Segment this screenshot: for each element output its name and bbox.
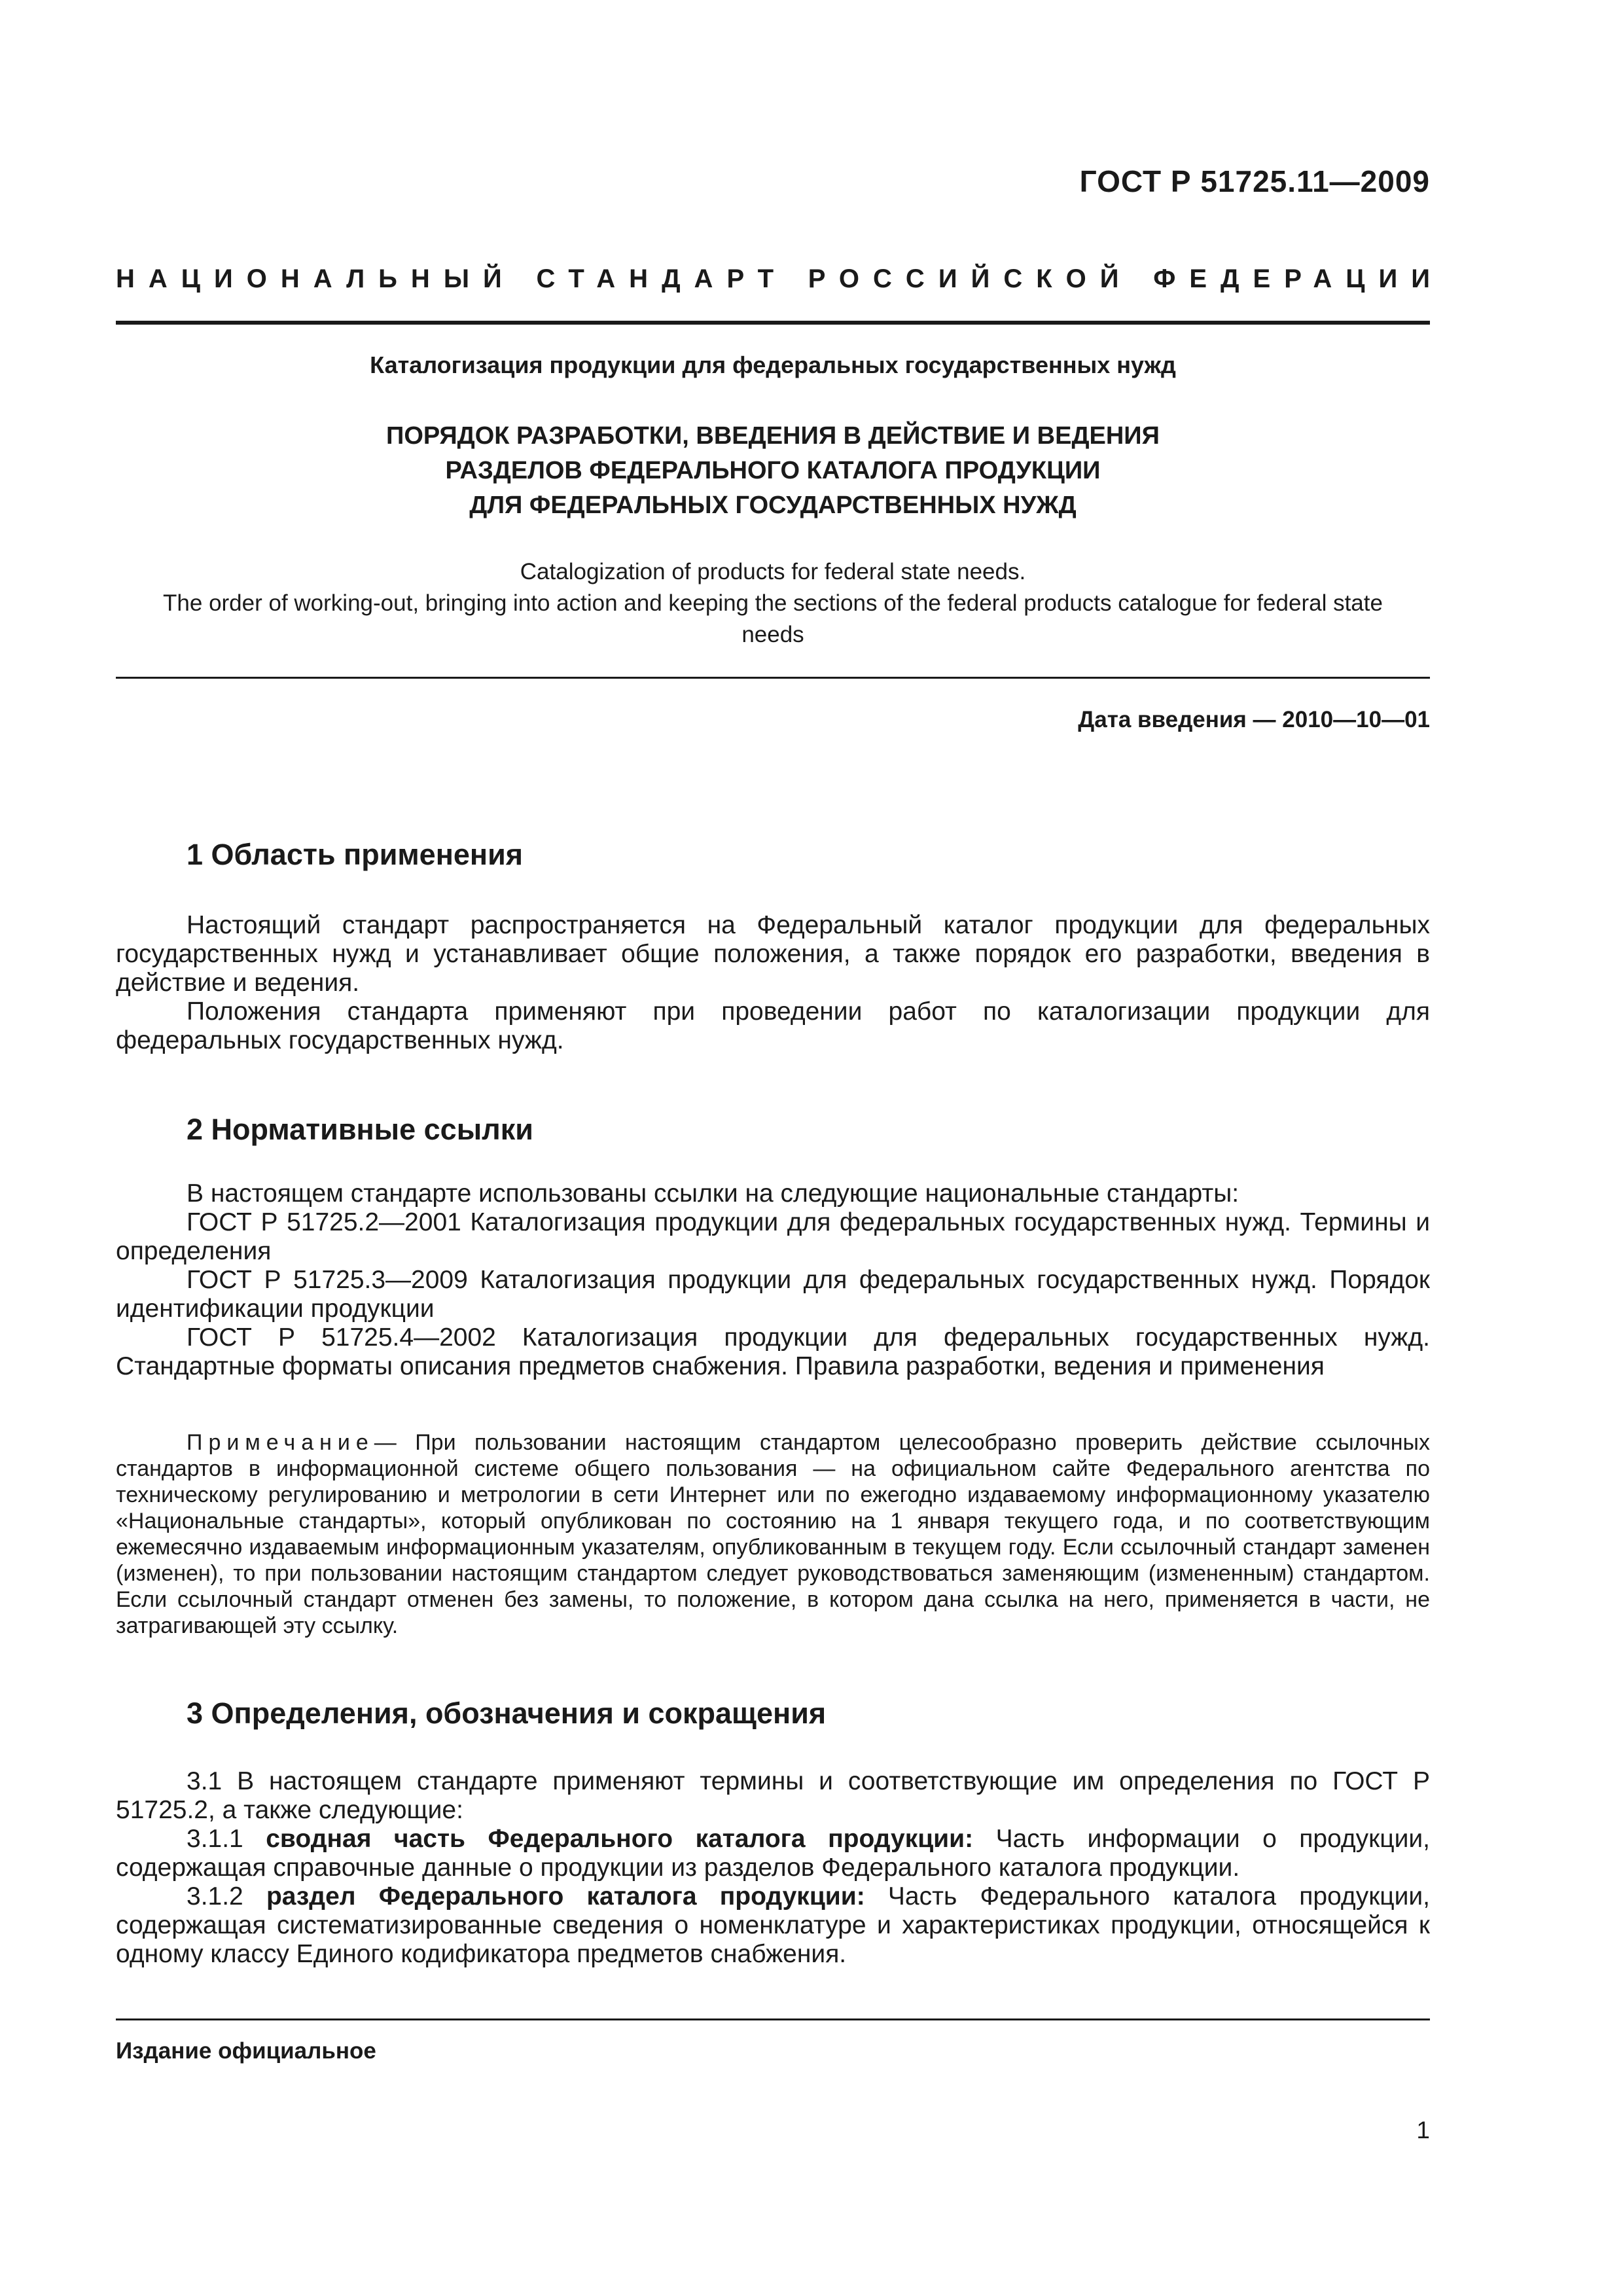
- term-entry: [116, 1825, 1430, 1882]
- term-definition: Часть информации о продукции, содержащая справочные данные о продукции из разделов Федерального каталога продукции.: [116, 1825, 1430, 1882]
- term-number: 3.1.2: [187, 1882, 243, 1910]
- section-2-heading: 2 Нормативные ссылки: [187, 1113, 533, 1146]
- header-divider: [116, 321, 1430, 325]
- title-divider: [116, 677, 1430, 679]
- note-block: [116, 1429, 1430, 1639]
- title-line: ПОРЯДОК РАЗРАБОТКИ, ВВЕДЕНИЯ В ДЕЙСТВИЕ И ВЕДЕНИЯ: [386, 422, 1160, 450]
- banner-word: РОССИЙСКОЙ: [808, 264, 1133, 293]
- title-line: РАЗДЕЛОВ ФЕДЕРАЛЬНОГО КАТАЛОГА ПРОДУКЦИИ: [445, 457, 1101, 484]
- document-title: [116, 419, 1430, 523]
- paragraph: В настоящем стандарте использованы ссылки на следующие национальные стандарты:: [187, 1179, 1240, 1208]
- term-name: раздел Федерального каталога продукции:: [266, 1882, 865, 1910]
- term-number: 3.1.1: [187, 1825, 243, 1853]
- banner-word: СТАНДАРТ: [536, 264, 788, 293]
- paragraph: 3.1 В настоящем стандарте применяют термины и соответствующие им определения по ГОСТ Р 51725.2, а также следующие:: [116, 1767, 1430, 1824]
- reference-entry: ГОСТ Р 51725.3—2009 Каталогизация продукции для федеральных государственных нужд. Порядок идентификации продукции: [116, 1266, 1430, 1323]
- paragraph: Настоящий стандарт распространяется на Федеральный каталог продукции для федеральных государственных нужд и устанавливает общие положения, а также порядок его разработки, введения в действие и ведения.: [116, 911, 1430, 997]
- section-2-body: [116, 1179, 1430, 1381]
- section-3-body: [116, 1767, 1430, 1969]
- reference-entry: ГОСТ Р 51725.4—2002 Каталогизация продукции для федеральных государственных нужд. Стандартные форматы описания предметов снабжения. Правила разработки, ведения и применения: [116, 1323, 1430, 1380]
- title-line: ДЛЯ ФЕДЕРАЛЬНЫХ ГОСУДАРСТВЕННЫХ НУЖД: [469, 492, 1077, 519]
- national-standard-banner: [116, 264, 1444, 294]
- document-number: ГОСТ Р 51725.11—2009: [1079, 164, 1430, 198]
- section-1-heading: 1 Область применения: [187, 838, 524, 871]
- section-1-body: [116, 911, 1430, 1055]
- banner-word: ФЕДЕРАЦИИ: [1153, 264, 1444, 293]
- introduction-date: Дата введения — 2010—10—01: [1078, 707, 1430, 732]
- term-entry: [116, 1882, 1430, 1969]
- english-title-line: The order of working-out, bringing into action and keeping the sections of the federal products catalogue for federal state needs: [163, 590, 1383, 647]
- english-title: [116, 556, 1430, 651]
- section-3-heading: 3 Определения, обозначения и сокращения: [187, 1696, 827, 1730]
- note-label: Примечание: [187, 1430, 374, 1455]
- paragraph: Положения стандарта применяют при проведении работ по каталогизации продукции для федеральных государственных нужд.: [116, 997, 1430, 1054]
- series-title: Каталогизация продукции для федеральных государственных нужд: [370, 351, 1176, 378]
- reference-entry: ГОСТ Р 51725.2—2001 Каталогизация продукции для федеральных государственных нужд. Термины и определения: [116, 1208, 1430, 1265]
- note-text: — При пользовании настоящим стандартом целесообразно проверить действие ссылочных стандартов в информационной системе общего пользования — на официальном сайте Федерального агентства по техническому регулированию и метрологии в сети Интернет или по ежегодно издаваемому информационному указателю «Национальные стандарты», который опубликован по состоянию на 1 января текущего года, и по соответствующим ежемесячно издаваемым информационным указателям, опубликованным в текущем году. Если ссылочный стандарт заменен (изменен), то при пользовании настоящим стандартом следует руководствоваться заменяющим (измененным) стандартом. Если ссылочный стандарт отменен без замены, то положение, в котором дана ссылка на него, применяется в части, не затрагивающей эту ссылку.: [116, 1430, 1430, 1638]
- footer-divider: [116, 2018, 1430, 2020]
- official-edition-label: Издание официальное: [116, 2038, 376, 2064]
- page-number: 1: [1416, 2117, 1430, 2144]
- english-title-line: Catalogization of products for federal state needs.: [520, 559, 1026, 584]
- banner-word: НАЦИОНАЛЬНЫЙ: [116, 264, 516, 293]
- term-definition: Часть Федерального каталога продукции, содержащая систематизированные сведения о номенклатуре и характеристиках продукции, относящейся к одному классу Единого кодификатора предметов снабжения.: [116, 1882, 1430, 1968]
- document-page: [116, 0, 1444, 2296]
- term-name: сводная часть Федерального каталога продукции:: [266, 1825, 974, 1853]
